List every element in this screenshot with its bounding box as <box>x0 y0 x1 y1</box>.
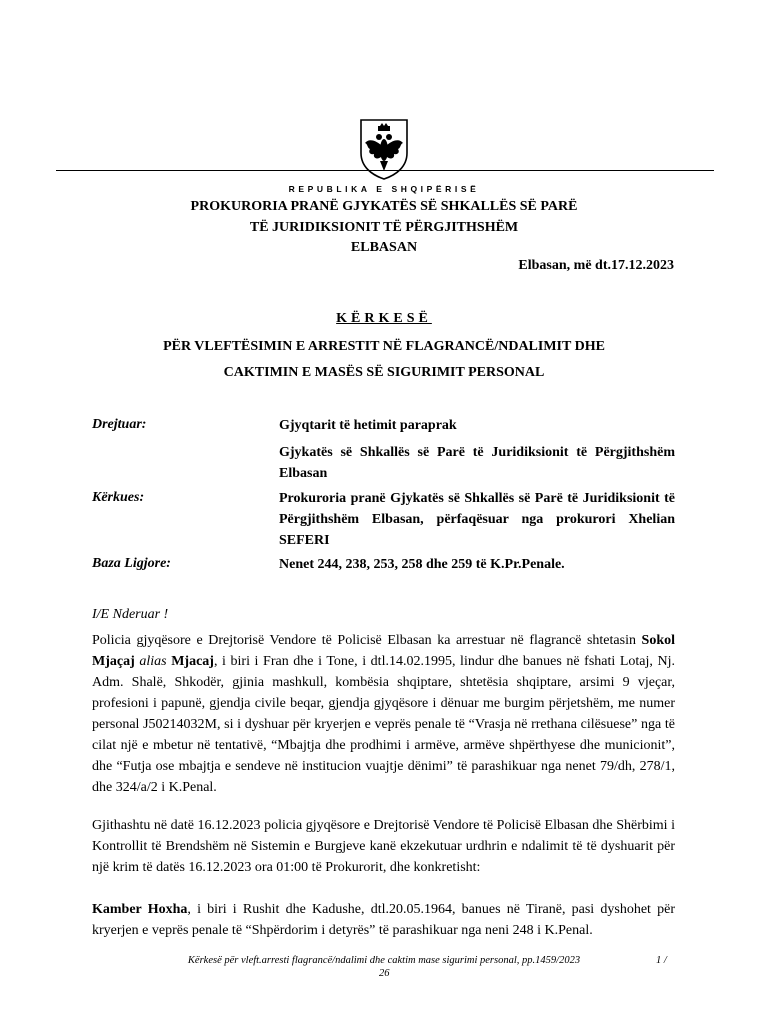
alias-name: Mjacaj <box>171 654 214 669</box>
paragraph-3-rest: , i biri i Rushit dhe Kadushe, dtl.20.05.1964, banues në Tiranë, pasi dyshohet për kryerjen e veprës penale të “Shpërdorim i detyrës” të parashikuar nga neni 248 i K.Penal. <box>92 902 675 938</box>
footer <box>0 955 768 979</box>
arrested-name: Sokol Mjaçaj <box>92 633 675 669</box>
addressed-value-2: Gjykatës së Shkallës së Parë të Juridiksionit të Përgjithshëm Elbasan <box>279 445 675 481</box>
subtitle-line-1: PËR VLEFTËSIMIN E ARRESTIT NË FLAGRANCË/NDALIMIT DHE <box>163 339 605 354</box>
requester-value: Prokuroria pranë Gjykatës së Shkallës së Parë të Juridiksionit të Përgjithshëm Elbasan, përfaqësuar nga prokurori Xhelian SEFERI <box>279 491 675 548</box>
page-number: 1 / <box>656 955 667 966</box>
footer-text: Kërkesë për vleft.arresti flagrancë/ndalimi dhe caktim mase sigurimi personal, pp.1459/2023 <box>187 955 581 966</box>
paragraph-2: Gjithashtu në datë 16.12.2023 policia gjyqësore e Drejtorisë Vendore të Policisë Elbasan dhe Shërbimi i Kontrollit të Brendshëm në Sistemin e Burgjeve kanë ekzekutuar urdhrin e ndalimit të të dyshuarit për një krim të datës 16.12.2023 ora 01:00 të Prokurorit, dhe konkretisht: <box>92 818 675 875</box>
republic-header: REPUBLIKA E SHQIPËRISË <box>288 184 480 194</box>
greeting: I/E Nderuar ! <box>92 607 169 622</box>
paragraph-1-rest: , i biri i Fran dhe i Tone, i dtl.14.02.1995, lindur dhe banues në fshati Lotaj, Nj. Adm. Shalë, Shkodër, gjinia mashkull, kombësia shqiptare, shtetësia shqiptare, arsimi 9 vjeçar, profesioni i papunë, gjendja civile beqar, gjendja gjyqësore i dënuar me burgim përjetshëm, me numer personal J50214032M, si i dyshuar për kryerjen e veprës penale të “Vrasja në rrethana cilësuese” nga të cilat një e mbetur në tentativë, “Mbajtja dhe prodhimi i armëve, armëve shpërthyese dhe municionit”, dhe “Futja ose mbajtja e sendeve në institucion vuajtje dënimi” të parashikuar nga nenet 79/dh, 278/1, dhe 324/a/2 i K.Penal. <box>92 654 675 795</box>
page-total: 26 <box>379 968 390 979</box>
suspect-name: Kamber Hoxha <box>92 902 188 917</box>
paragraph-1-intro: Policia gjyqësore e Drejtorisë Vendore të Policisë Elbasan ka arrestuar në flagrancë shtetasin <box>92 633 642 648</box>
addressed-value-1: Gjyqtarit të hetimit paraprak <box>279 418 457 433</box>
subtitle-line-2: CAKTIMIN E MASËS SË SIGURIMIT PERSONAL <box>223 365 545 380</box>
alias-word: alias <box>134 654 172 669</box>
addressed-label: Drejtuar: <box>92 417 147 432</box>
office-line-3: ELBASAN <box>350 240 418 255</box>
requester-label: Kërkues: <box>92 490 145 505</box>
document-date: Elbasan, më dt.17.12.2023 <box>518 258 674 273</box>
office-line-1: PROKURORIA PRANË GJYKATËS SË SHKALLËS SË PARË <box>190 199 578 214</box>
office-line-2: TË JURIDIKSIONIT TË PËRGJITHSHËM <box>249 220 519 235</box>
legal-basis-label: Baza Ligjore: <box>92 556 171 571</box>
document-title: KËRKESË <box>336 311 432 326</box>
legal-basis-value: Nenet 244, 238, 253, 258 dhe 259 të K.Pr.Penale. <box>279 557 565 572</box>
paragraph-1 <box>92 630 675 798</box>
paragraph-3 <box>92 899 675 941</box>
header-rule <box>56 170 714 171</box>
coat-of-arms-icon <box>358 117 410 181</box>
